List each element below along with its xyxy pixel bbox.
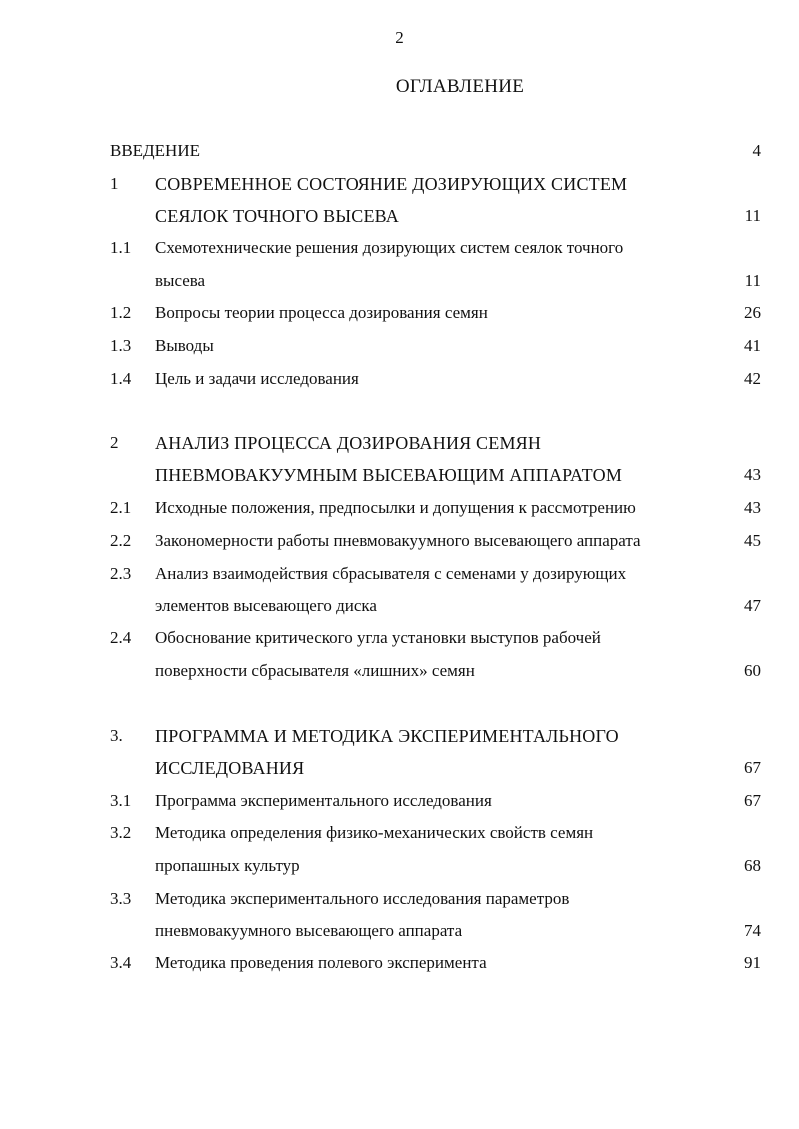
toc-section-3-3[interactable]	[0, 886, 799, 912]
toc-entry-page: 45	[744, 531, 761, 550]
toc-entry-text: Схемотехнические решения дозирующих систем сеялок точного	[155, 238, 624, 257]
toc-entry-page: 68	[744, 856, 761, 875]
toc-section-1-3[interactable]	[0, 333, 799, 359]
page-number: 2	[395, 28, 404, 47]
toc-chapter-3-cont[interactable]	[0, 755, 799, 781]
toc-entry-number: 3.2	[110, 823, 132, 842]
toc-section-3-1[interactable]	[0, 788, 799, 814]
toc-entry-text: Цель и задачи исследования	[155, 369, 359, 388]
toc-entry-text: СЕЯЛОК ТОЧНОГО ВЫСЕВА	[155, 206, 399, 226]
toc-entry-number: 2.2	[110, 531, 132, 550]
toc-section-3-2[interactable]	[0, 820, 799, 846]
toc-entry-text: Выводы	[155, 336, 214, 355]
toc-entry-page: 43	[744, 465, 761, 484]
toc-entry-number: 3.1	[110, 791, 132, 810]
toc-entry-text: высева	[155, 271, 206, 290]
toc-entry-page: 11	[744, 206, 761, 225]
toc-entry-text: ВВЕДЕНИЕ	[110, 141, 200, 160]
toc-entry-number: 1.1	[110, 238, 132, 257]
toc-section-1-2[interactable]	[0, 300, 799, 326]
toc-entry-number: 3.3	[110, 889, 132, 908]
toc-entry-text: Обоснование критического угла установки выступов рабочей	[155, 628, 601, 647]
toc-entry-text: пропашных культур	[155, 856, 300, 875]
toc-chapter-1-cont[interactable]	[0, 203, 799, 229]
toc-entry-number: 1	[110, 174, 119, 193]
toc-chapter-2-cont[interactable]	[0, 462, 799, 488]
toc-entry-number: 2	[110, 433, 119, 452]
toc-entry-text: пневмовакуумного высевающего аппарата	[155, 921, 463, 940]
toc-entry-page: 42	[744, 369, 761, 388]
toc-entry-number: 3.4	[110, 953, 132, 972]
toc-section-3-4[interactable]	[0, 950, 799, 976]
toc-entry-text: ПНЕВМОВАКУУМНЫМ ВЫСЕВАЮЩИМ АППАРАТОМ	[155, 465, 623, 485]
toc-section-1-1[interactable]	[0, 235, 799, 261]
toc-entry-page: 60	[744, 661, 761, 680]
toc-entry-intro[interactable]	[0, 138, 799, 164]
toc-entry-text: Закономерности работы пневмовакуумного высевающего аппарата	[155, 531, 641, 550]
toc-entry-text: элементов высевающего диска	[155, 596, 377, 615]
toc-section-2-3[interactable]	[0, 561, 799, 587]
toc-entry-page: 43	[744, 498, 761, 517]
toc-section-2-2[interactable]	[0, 528, 799, 554]
toc-entry-number: 1.2	[110, 303, 132, 322]
toc-entry-text: ИССЛЕДОВАНИЯ	[155, 758, 305, 778]
toc-entry-text: Вопросы теории процесса дозирования семян	[155, 303, 488, 322]
toc-chapter-1[interactable]	[0, 171, 799, 197]
toc-section-2-4-cont[interactable]	[0, 658, 799, 684]
toc-entry-number: 2.4	[110, 628, 132, 647]
toc-section-3-2-cont[interactable]	[0, 853, 799, 879]
toc-entry-number: 1.3	[110, 336, 132, 355]
toc-entry-text: АНАЛИЗ ПРОЦЕССА ДОЗИРОВАНИЯ СЕМЯН	[155, 433, 542, 453]
toc-entry-number: 2.1	[110, 498, 132, 517]
toc-entry-number: 1.4	[110, 369, 132, 388]
toc-entry-number: 2.3	[110, 564, 132, 583]
toc-section-2-1[interactable]	[0, 495, 799, 521]
toc-chapter-2[interactable]	[0, 430, 799, 456]
toc-section-2-4[interactable]	[0, 625, 799, 651]
toc-entry-page: 26	[744, 303, 761, 322]
toc-entry-text: поверхности сбрасывателя «лишних» семян	[155, 661, 475, 680]
toc-entry-page: 67	[744, 758, 761, 777]
toc-entry-page: 67	[744, 791, 761, 810]
toc-entry-number: 3.	[110, 726, 123, 745]
toc-entry-text: Программа экспериментального исследования	[155, 791, 492, 810]
toc-title: ОГЛАВЛЕНИЕ	[395, 76, 525, 97]
toc-entry-text: Методика проведения полевого эксперимента	[155, 953, 487, 972]
toc-entry-text: СОВРЕМЕННОЕ СОСТОЯНИЕ ДОЗИРУЮЩИХ СИСТЕМ	[155, 174, 628, 194]
toc-entry-page: 11	[744, 271, 761, 290]
toc-section-1-4[interactable]	[0, 366, 799, 392]
toc-entry-text: Методика экспериментального исследования параметров	[155, 889, 570, 908]
toc-section-3-3-cont[interactable]	[0, 918, 799, 944]
toc-entry-text: Методика определения физико-механических свойств семян	[155, 823, 594, 842]
toc-section-1-1-cont[interactable]	[0, 268, 799, 294]
toc-entry-page: 91	[744, 953, 761, 972]
toc-entry-page: 41	[744, 336, 761, 355]
toc-section-2-3-cont[interactable]	[0, 593, 799, 619]
toc-entry-page: 4	[752, 141, 761, 160]
toc-chapter-3[interactable]	[0, 723, 799, 749]
toc-entry-page: 74	[744, 921, 761, 940]
toc-entry-page: 47	[744, 596, 761, 615]
toc-entry-text: Анализ взаимодействия сбрасывателя с семенами у дозирующих	[155, 564, 627, 583]
toc-entry-text: Исходные положения, предпосылки и допущения к рассмотрению	[155, 498, 636, 517]
toc-entry-text: ПРОГРАММА И МЕТОДИКА ЭКСПЕРИМЕНТАЛЬНОГО	[155, 726, 619, 746]
